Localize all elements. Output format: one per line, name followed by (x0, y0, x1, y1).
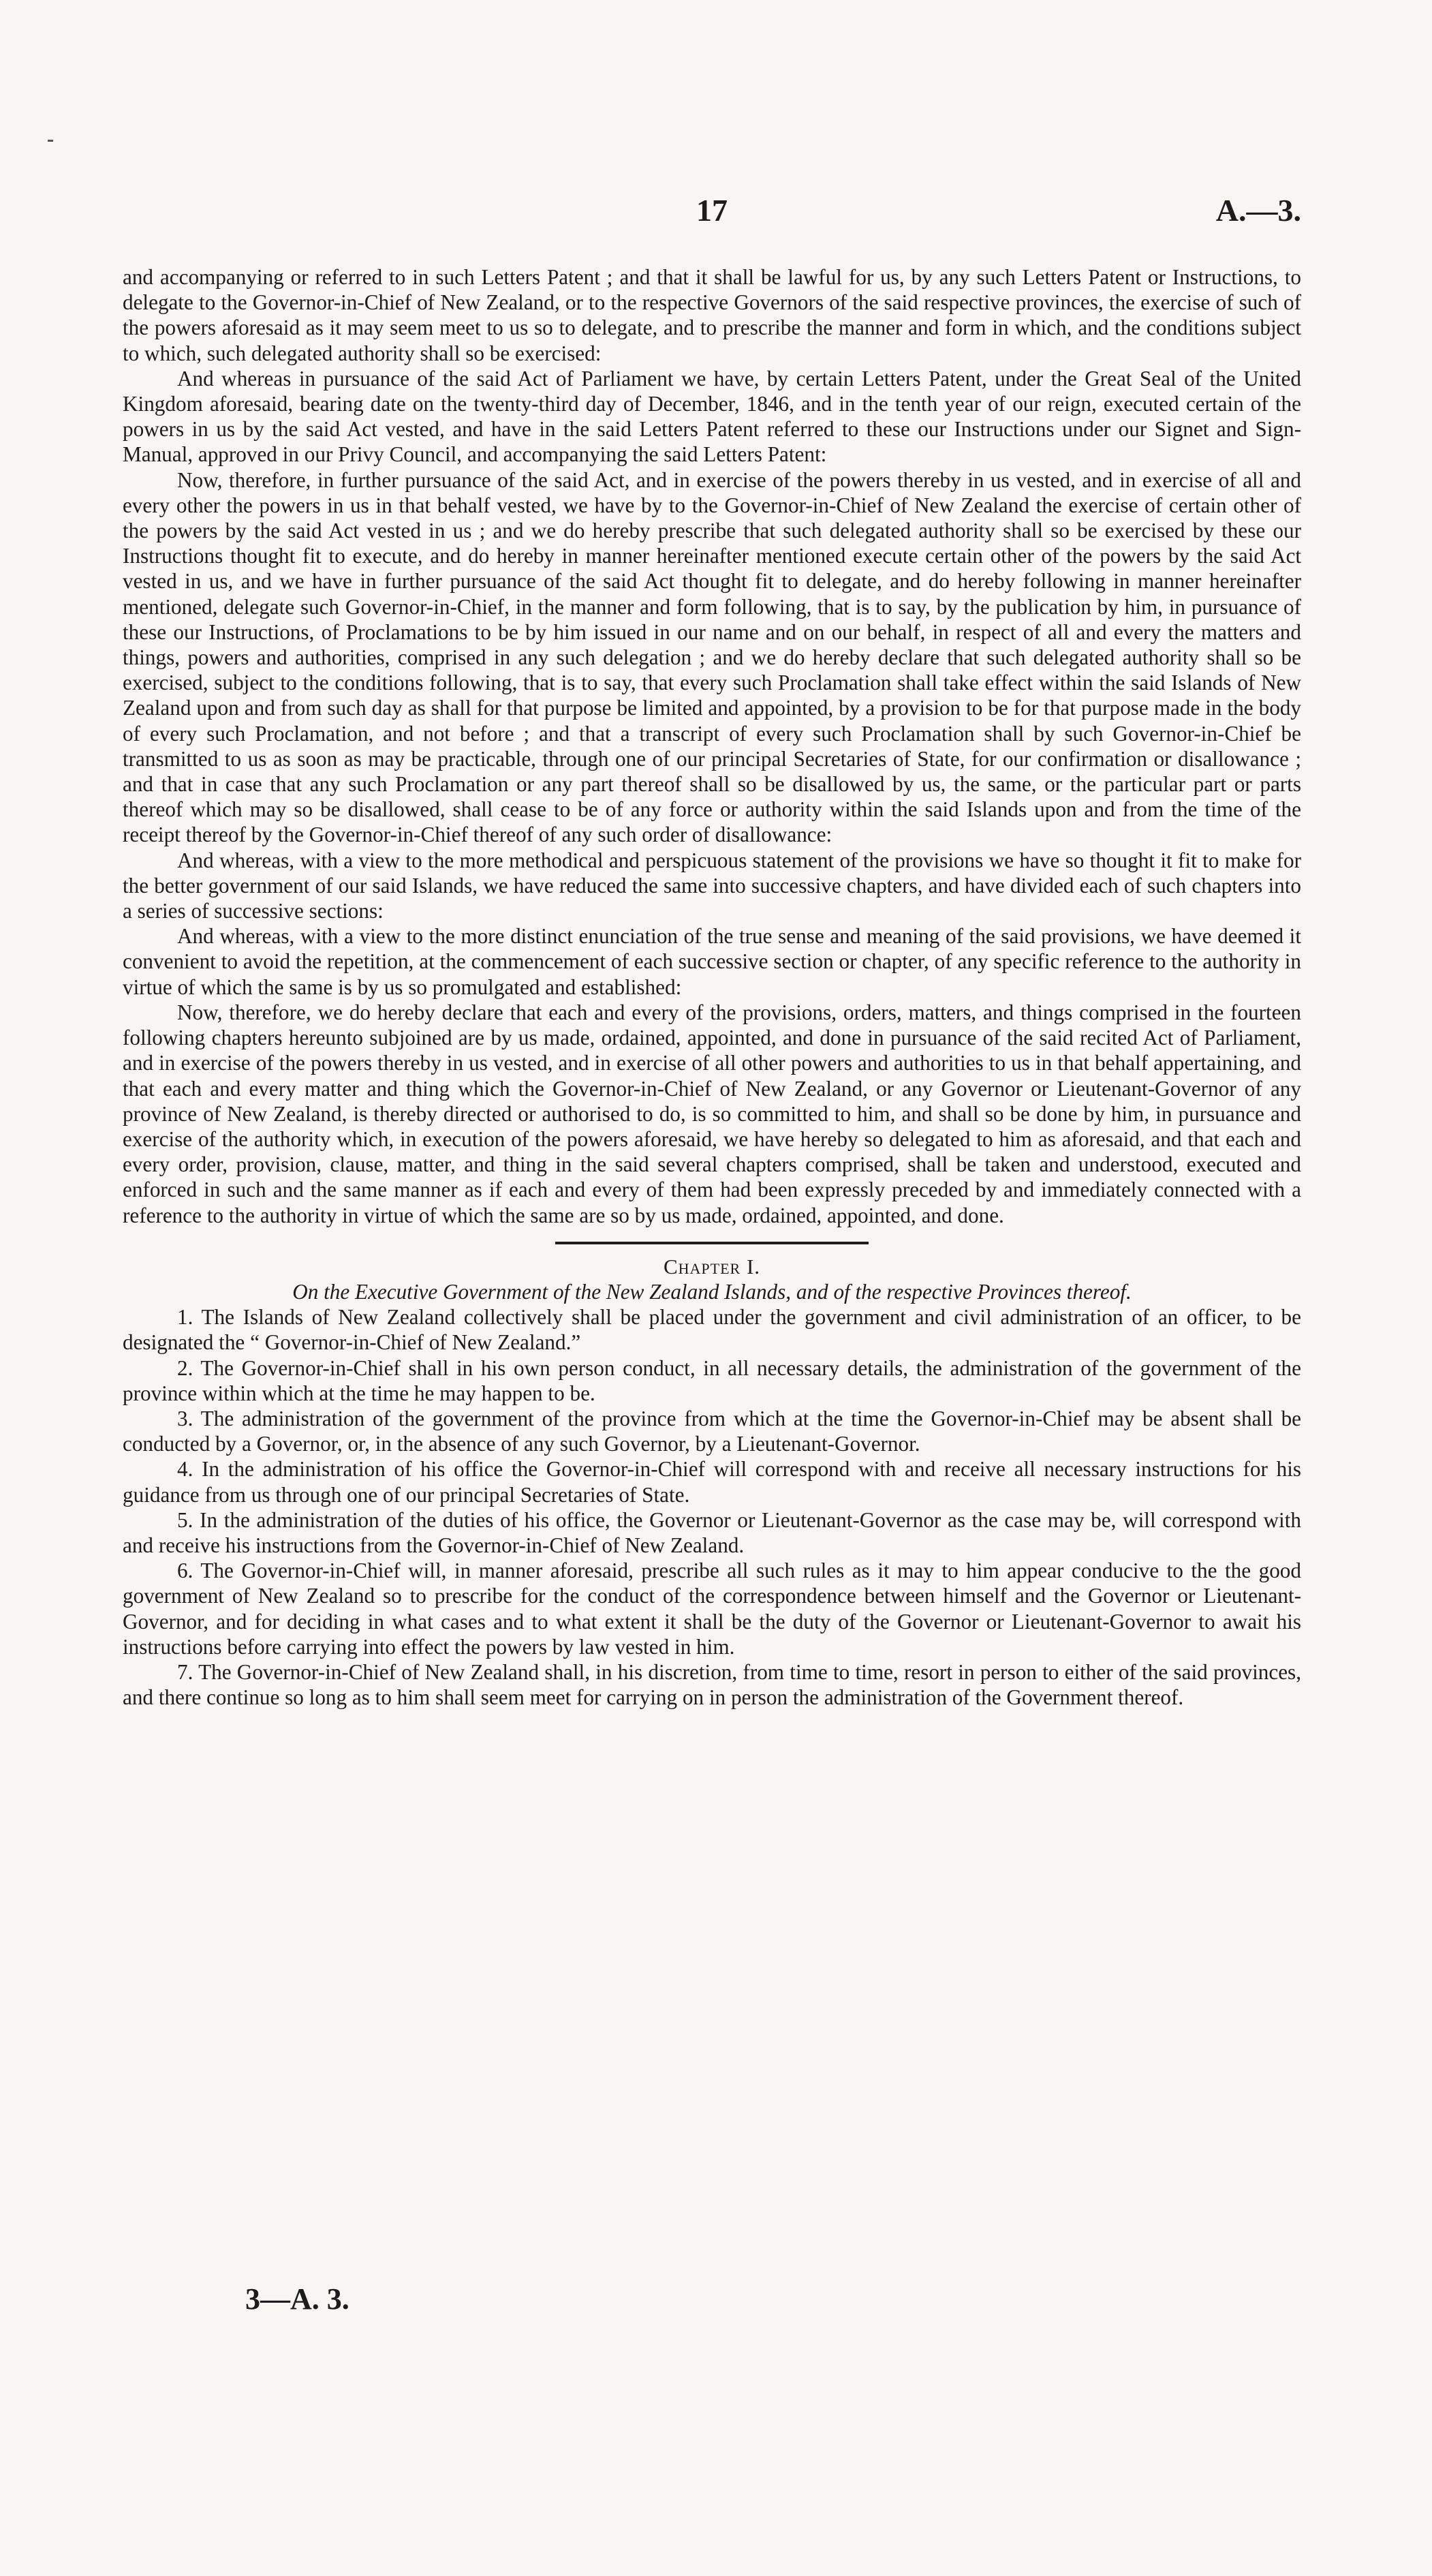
page-header (123, 192, 1301, 233)
chapter-section: 7. The Governor-in-Chief of New Zealand shall, in his discretion, from time to time, resort in person to either of the said provinces, and there continue so long as to him shall seem meet for carrying on in person the administration of the Government thereof. (123, 1659, 1301, 1710)
preamble-paragraph: And whereas in pursuance of the said Act of Parliament we have, by certain Letters Patent, under the Great Seal of the United Kingdom aforesaid, bearing date on the twenty-third day of December, 1846, and in the tenth year of our reign, executed certain of the powers in us by the said Act vested, and have in the said Letters Patent referred to these our Instructions under our Signet and Sign-Manual, approved in our Privy Council, and accompanying the said Letters Patent: (123, 366, 1301, 467)
chapter-section: 6. The Governor-in-Chief will, in manner aforesaid, prescribe all such rules as it may to him appear conducive to the the good government of New Zealand so to prescribe for the conduct of the correspondence between himself and the Governor or Lieutenant-Governor, and for deciding in what cases and to what extent it shall be the duty of the Governor or Lieutenant-Governor to await his instructions before carrying into effect the powers by law vested in him. (123, 1559, 1301, 1659)
chapter-section: 4. In the administration of his office the Governor-in-Chief will correspond with and receive all necessary instructions for his guidance from us through one of our principal Secretaries of State. (123, 1457, 1301, 1507)
preamble-paragraph: Now, therefore, in further pursuance of the said Act, and in exercise of the powers thereby in us vested, and in exercise of all and every other the powers in us in that behalf vested, we have by to the Governor-in-Chief of New Zealand the exercise of certain other of the powers by the said Act vested in us ; and we do hereby prescribe that such delegated authority shall so be exercised by these our Instructions thought fit to execute, and do hereby in manner hereinafter mentioned execute certain other of the powers by the said Act vested in us, and we have in further pursuance of the said Act thought fit to delegate, and do hereby following in manner hereinafter mentioned, delegate such Governor-in-Chief, in the manner and form following, that is to say, by the publication by him, in pursuance of these our Instructions, of Proclamations to be by him issued in our name and on our behalf, in respect of all and every the matters and things, powers and authorities, comprised in any such delegation ; and we do hereby declare that such delegated authority shall so be exercised, subject to the conditions following, that is to say, that every such Proclamation shall take effect within the said Islands of New Zealand upon and from such day as shall for that purpose be limited and appointed, by a provision to be for that purpose made in the body of every such Proclamation, and not before ; and that a transcript of every such Proclamation shall by such Governor-in-Chief be transmitted to us as soon as may be practicable, through one of our principal Secretaries of State, for our confirmation or disallowance ; and that in case that any such Proclamation or any part thereof shall so be disallowed by us, the same, or the particular part or parts thereof which may so be disallowed, shall cease to be of any force or authority within the said Islands upon and from the time of the receipt thereof by the Governor-in-Chief thereof of any such order of disallowance: (123, 467, 1301, 847)
chapter-section: 2. The Governor-in-Chief shall in his own person conduct, in all necessary details, the administration of the government of the province within which at the time he may happen to be. (123, 1355, 1301, 1405)
chapter-section: 3. The administration of the government of the province from which at the time the Governor-in-Chief may be absent shall be conducted by a Governor, or, in the absence of any such Governor, by a Lieutenant-Governor. (123, 1406, 1301, 1456)
page-number: 17 (696, 193, 728, 228)
preamble-paragraph: And whereas, with a view to the more distinct enunciation of the true sense and meaning of the said provisions, we have deemed it convenient to avoid the repetition, at the commencement of each successive section or chapter, of any specific reference to the authority in virtue of which the same is by us so promulgated and established: (123, 924, 1301, 999)
document-code: A.—3. (1215, 193, 1301, 228)
chapter-section: 1. The Islands of New Zealand collectively shall be placed under the government and civil administration of an officer, to be designated the “ Governor-in-Chief of New Zealand.” (123, 1305, 1301, 1355)
chapter-subtitle: On the Executive Government of the New Zealand Islands, and of the respective Provinces thereof. (292, 1279, 1132, 1304)
chapter-section: 5. In the administration of the duties of his office, the Governor or Lieutenant-Governor as the case may be, will correspond with and receive his instructions from the Governor-in-Chief of New Zealand. (123, 1507, 1301, 1557)
preamble-paragraph: and accompanying or referred to in such Letters Patent ; and that it shall be lawful for us, by any such Letters Patent or Instructions, to delegate to the Governor-in-Chief of New Zealand, or to the respective Governors of the said respective provinces, the exercise of such of the powers aforesaid as it may seem meet to us so to delegate, and to prescribe the manner and form in which, and the conditions subject to which, such delegated authority shall so be exercised: (123, 265, 1301, 365)
signature-mark: 3—A. 3. (245, 2282, 349, 2316)
scan-mark (48, 140, 53, 142)
chapter-title: Chapter I. (663, 1254, 761, 1278)
section-divider (555, 1242, 869, 1244)
preamble-paragraph: And whereas, with a view to the more methodical and perspicuous statement of the provisions we have so thought it fit to make for the better government of our said Islands, we have reduced the same into successive chapters, and have divided each of such chapters into a series of successive sections: (123, 848, 1301, 923)
document-body (123, 264, 1301, 1710)
preamble-paragraph: Now, therefore, we do hereby declare that each and every of the provisions, orders, matters, and things comprised in the fourteen following chapters hereunto subjoined are by us made, ordained, appointed, and done in pursuance of the said recited Act of Parliament, and in exercise of the powers thereby in us vested, and in exercise of all other powers and authorities to us in that behalf appertaining, and that each and every matter and thing which the Governor-in-Chief of New Zealand, or any Governor or Lieutenant-Governor of any province of New Zealand, is thereby directed or authorised to do, is so committed to him, and shall so be done by him, in pursuance and exercise of the authority which, in execution of the powers aforesaid, we have hereby so delegated to him as aforesaid, and that each and every order, provision, clause, matter, and thing in the said several chapters comprised, shall be taken and understood, executed and enforced in such and the same manner as if each and every of them had been expressly preceded by and immediately connected with a reference to the authority in virtue of which the same are so by us made, ordained, appointed, and done. (123, 1000, 1301, 1227)
